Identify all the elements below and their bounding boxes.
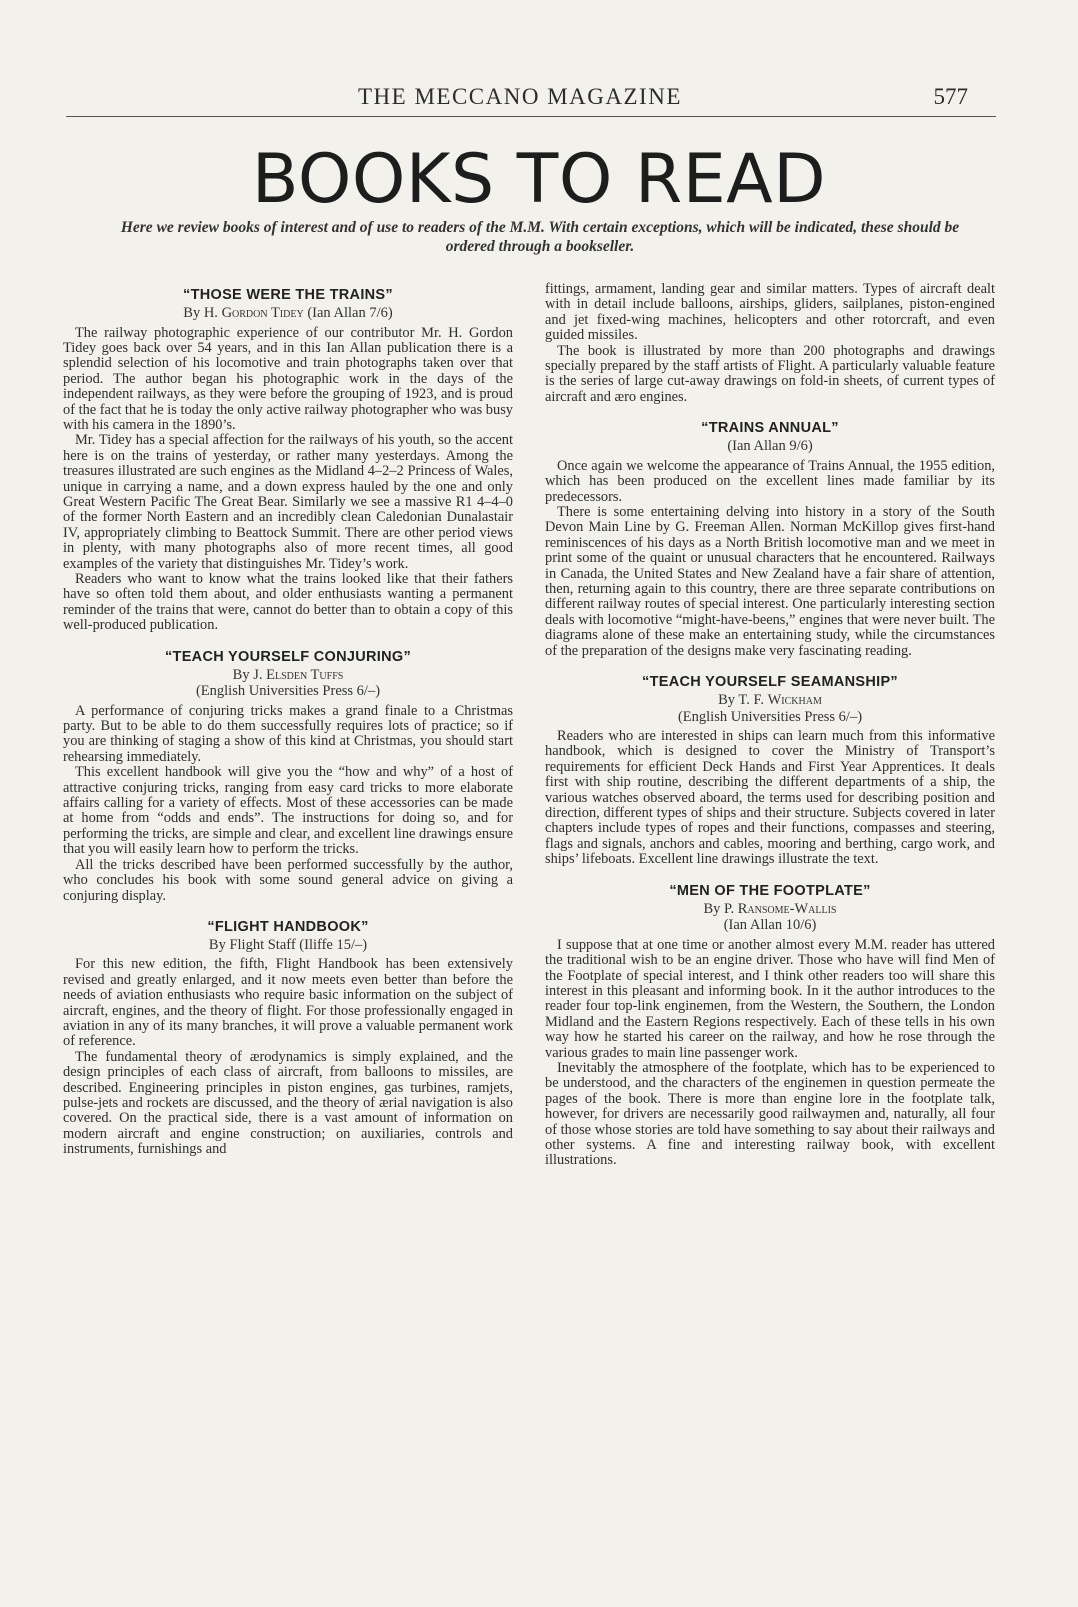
- review-byline: By T. F. Wickham: [718, 692, 822, 709]
- review-title: “MEN OF THE FOOTPLATE”: [669, 882, 871, 899]
- review-heading-footplate: [545, 882, 995, 934]
- paragraph: The book is illustrated by more than 200 photographs and drawings specially prepared by the staff artists of Flight. A particularly valuable feature is the series of large cut-away drawings on fold-in sheets, of current types of aircraft and æro engines.: [545, 342, 995, 405]
- review-byline: By Flight Staff (Iliffe 15/–): [208, 936, 368, 953]
- paragraph: All the tricks described have been performed successfully by the author, who concludes his book with some sound general advice on giving a conjuring display.: [63, 856, 513, 904]
- review-heading-seamanship: [545, 673, 995, 725]
- review-byline: By P. Ransome-Wallis: [703, 900, 837, 917]
- paragraph: A performance of conjuring tricks makes a grand finale to a Christmas party. But to be able to do them successfully requires lots of practice; so if you are thinking of staging a show of this kind at Christmas, you should start rehearsing immediately.: [63, 702, 513, 765]
- paragraph: There is some entertaining delving into history in a story of the South Devon Main Line by G. Freeman Allen. Norman McKillop gives first-hand reminiscences of his days as a North British locomotive man and we meet in print some of the quaint or unusual characters that he encountered. Railways in Canada, the United States and New Zealand have a fair share of attention, then, returning again to this country, there are three separate contributions on different railway routes of special interest. One particularly interesting section deals with locomotive “might-have-beens,” engines that were never built. The diagrams alone of these make an entertaining study, while the circumstances of the preparation of the designs make very fascinating reading.: [545, 503, 995, 659]
- review-byline: By J. Elsden Tuffs: [232, 666, 344, 683]
- paragraph: The fundamental theory of ærodynamics is simply explained, and the design principles of each class of aircraft, from balloons to missiles, are described. Engineering principles in piston engines, gas turbines, ramjets, pulse-jets and rockets are discussed, and the theory of ærial navigation is also covered. On the practical side, there is a vast amount of information on modern aircraft and engine construction; on auxiliaries, controls and instruments, furnishings and: [63, 1048, 513, 1158]
- magazine-name: THE MECCANO MAGAZINE: [358, 84, 682, 109]
- review-heading-conjuring: [63, 648, 513, 700]
- paragraph: The railway photographic experience of our contributor Mr. H. Gordon Tidey goes back over 54 years, and in this Ian Allan publication there is a splendid selection of his locomotive and train photographs taken over that period. The author began his photographic work in the days of the independent railways, as they were before the grouping of 1923, and is proud of the fact that he is today the only active railway photographer who was busy with his camera in the 1890’s.: [63, 324, 513, 433]
- paragraph: fittings, armament, landing gear and similar matters. Types of aircraft dealt with in detail include balloons, airships, gliders, sailplanes, piston-engined and jet fixed-wing machines, helicopters and other rotorcraft, and even guided missiles.: [545, 281, 995, 344]
- review-title: “TEACH YOURSELF CONJURING”: [165, 648, 411, 665]
- paragraph: This excellent handbook will give you the “how and why” of a host of attractive conjuring tricks, ranging from easy card tricks to more elaborate affairs calling for a variety of effects. Most of these accessories can be made at home from “odds and ends”. The instructions for doing so, and for performing the tricks, are simple and clear, and excellent line drawings ensure that you will easily learn how to perform the tricks.: [63, 764, 513, 858]
- right-column: [545, 282, 995, 1169]
- paragraph: I suppose that at one time or another almost every M.M. reader has uttered the traditional wish to be an engine driver. Those who have will find Men of the Footplate of special interest, and I think other readers too will share this interest in this pleasant and informing book. In it the author introduces to the reader four top-link enginemen, from the Western, the Southern, the London Midland and the Eastern Regions respectively. Each of these tells in his own way how he started his career on the railway, and how he rose through the various grades to main line passenger work.: [545, 936, 995, 1061]
- paragraph: Readers who are interested in ships can learn much from this informative handbook, which is designed to cover the Ministry of Transport’s requirements for efficient Deck Hands and First Year Apprentices. It deals first with ship routine, describing the different departments of a ship, the various watches observed aboard, the terms used for describing position and direction, different types of ships and their structure. Subjects covered in later chapters include types of ropes and their functions, compasses and steering, flags and signals, anchors and cables, mooring and berthing, cargo work, and ships’ lifeboats. Excellent line drawings illustrate the text.: [545, 728, 995, 868]
- review-title: “FLIGHT HANDBOOK”: [207, 918, 369, 935]
- review-title: “TRAINS ANNUAL”: [701, 420, 839, 437]
- review-byline: By H. Gordon Tidey (Ian Allan 7/6): [183, 305, 393, 321]
- review-publisher: (Ian Allan 9/6): [727, 438, 813, 455]
- paragraph: Inevitably the atmosphere of the footplate, which has to be experienced to be understood, and the characters of the enginemen in question permeate the pages of the book. There is more than engine lore in the footplate talk, however, for drivers are necessarily good railwaymen and, naturally, all four of those whose stories are told have something to say about their railways and other systems. A fine and interesting railway book, with excellent illustrations.: [545, 1059, 995, 1169]
- paragraph: Mr. Tidey has a special affection for the railways of his youth, so the accent here is on the trains of yesterday, or rather many yesterdays. Among the treasures illustrated are such engines as the Midland 4–2–2 Princess of Wales, unique in carrying a name, and a down express hauled by the one and only Great Western Pacific The Great Bear. Similarly we see a massive R1 4–4–0 of the former North Eastern and an incredibly clean Caledonian Dunalastair IV, appropriately climbing to Beattock Summit. There are other period views in plenty, with many photographs also of more recent times, all good examples of the variety that distinguishes Mr. Tidey’s work.: [63, 432, 513, 572]
- review-publisher: (Ian Allan 10/6): [723, 917, 817, 934]
- left-column: [63, 286, 513, 1158]
- review-heading-annual: [545, 419, 995, 455]
- paragraph: For this new edition, the fifth, Flight Handbook has been extensively revised and greatly enlarged, and it now meets even better than before the needs of aviation enthusiasts who require basic information on the subject of aircraft, engines, and the theory of flight. For those professionally engaged in aviation in any of its many branches, it will prove a valuable permanent work of reference.: [63, 956, 513, 1050]
- intro-text: Here we review books of interest and of use to readers of the M.M. With certain exceptions, which will be indicated, these should be ordered through a bookseller.: [120, 219, 960, 255]
- review-title: “TEACH YOURSELF SEAMANSHIP”: [642, 674, 898, 691]
- review-publisher: (English Universities Press 6/–): [195, 683, 381, 700]
- paragraph: Readers who want to know what the trains looked like that their fathers have so often told them about, and older enthusiasts wanting a permanent reminder of the trains that were, cannot do better than to obtain a copy of this well-produced publication.: [63, 571, 513, 634]
- page-header: [66, 80, 996, 117]
- page-title: BOOKS TO READ: [251, 140, 827, 219]
- review-heading-trains: [63, 286, 513, 322]
- review-heading-flight: [63, 918, 513, 954]
- review-publisher: (English Universities Press 6/–): [677, 708, 863, 725]
- page-number: 577: [933, 84, 968, 109]
- review-title: “THOSE WERE THE TRAINS”: [183, 287, 393, 303]
- paragraph: Once again we welcome the appearance of Trains Annual, the 1955 edition, which has been produced on the excellent lines made familiar by its predecessors.: [545, 457, 995, 505]
